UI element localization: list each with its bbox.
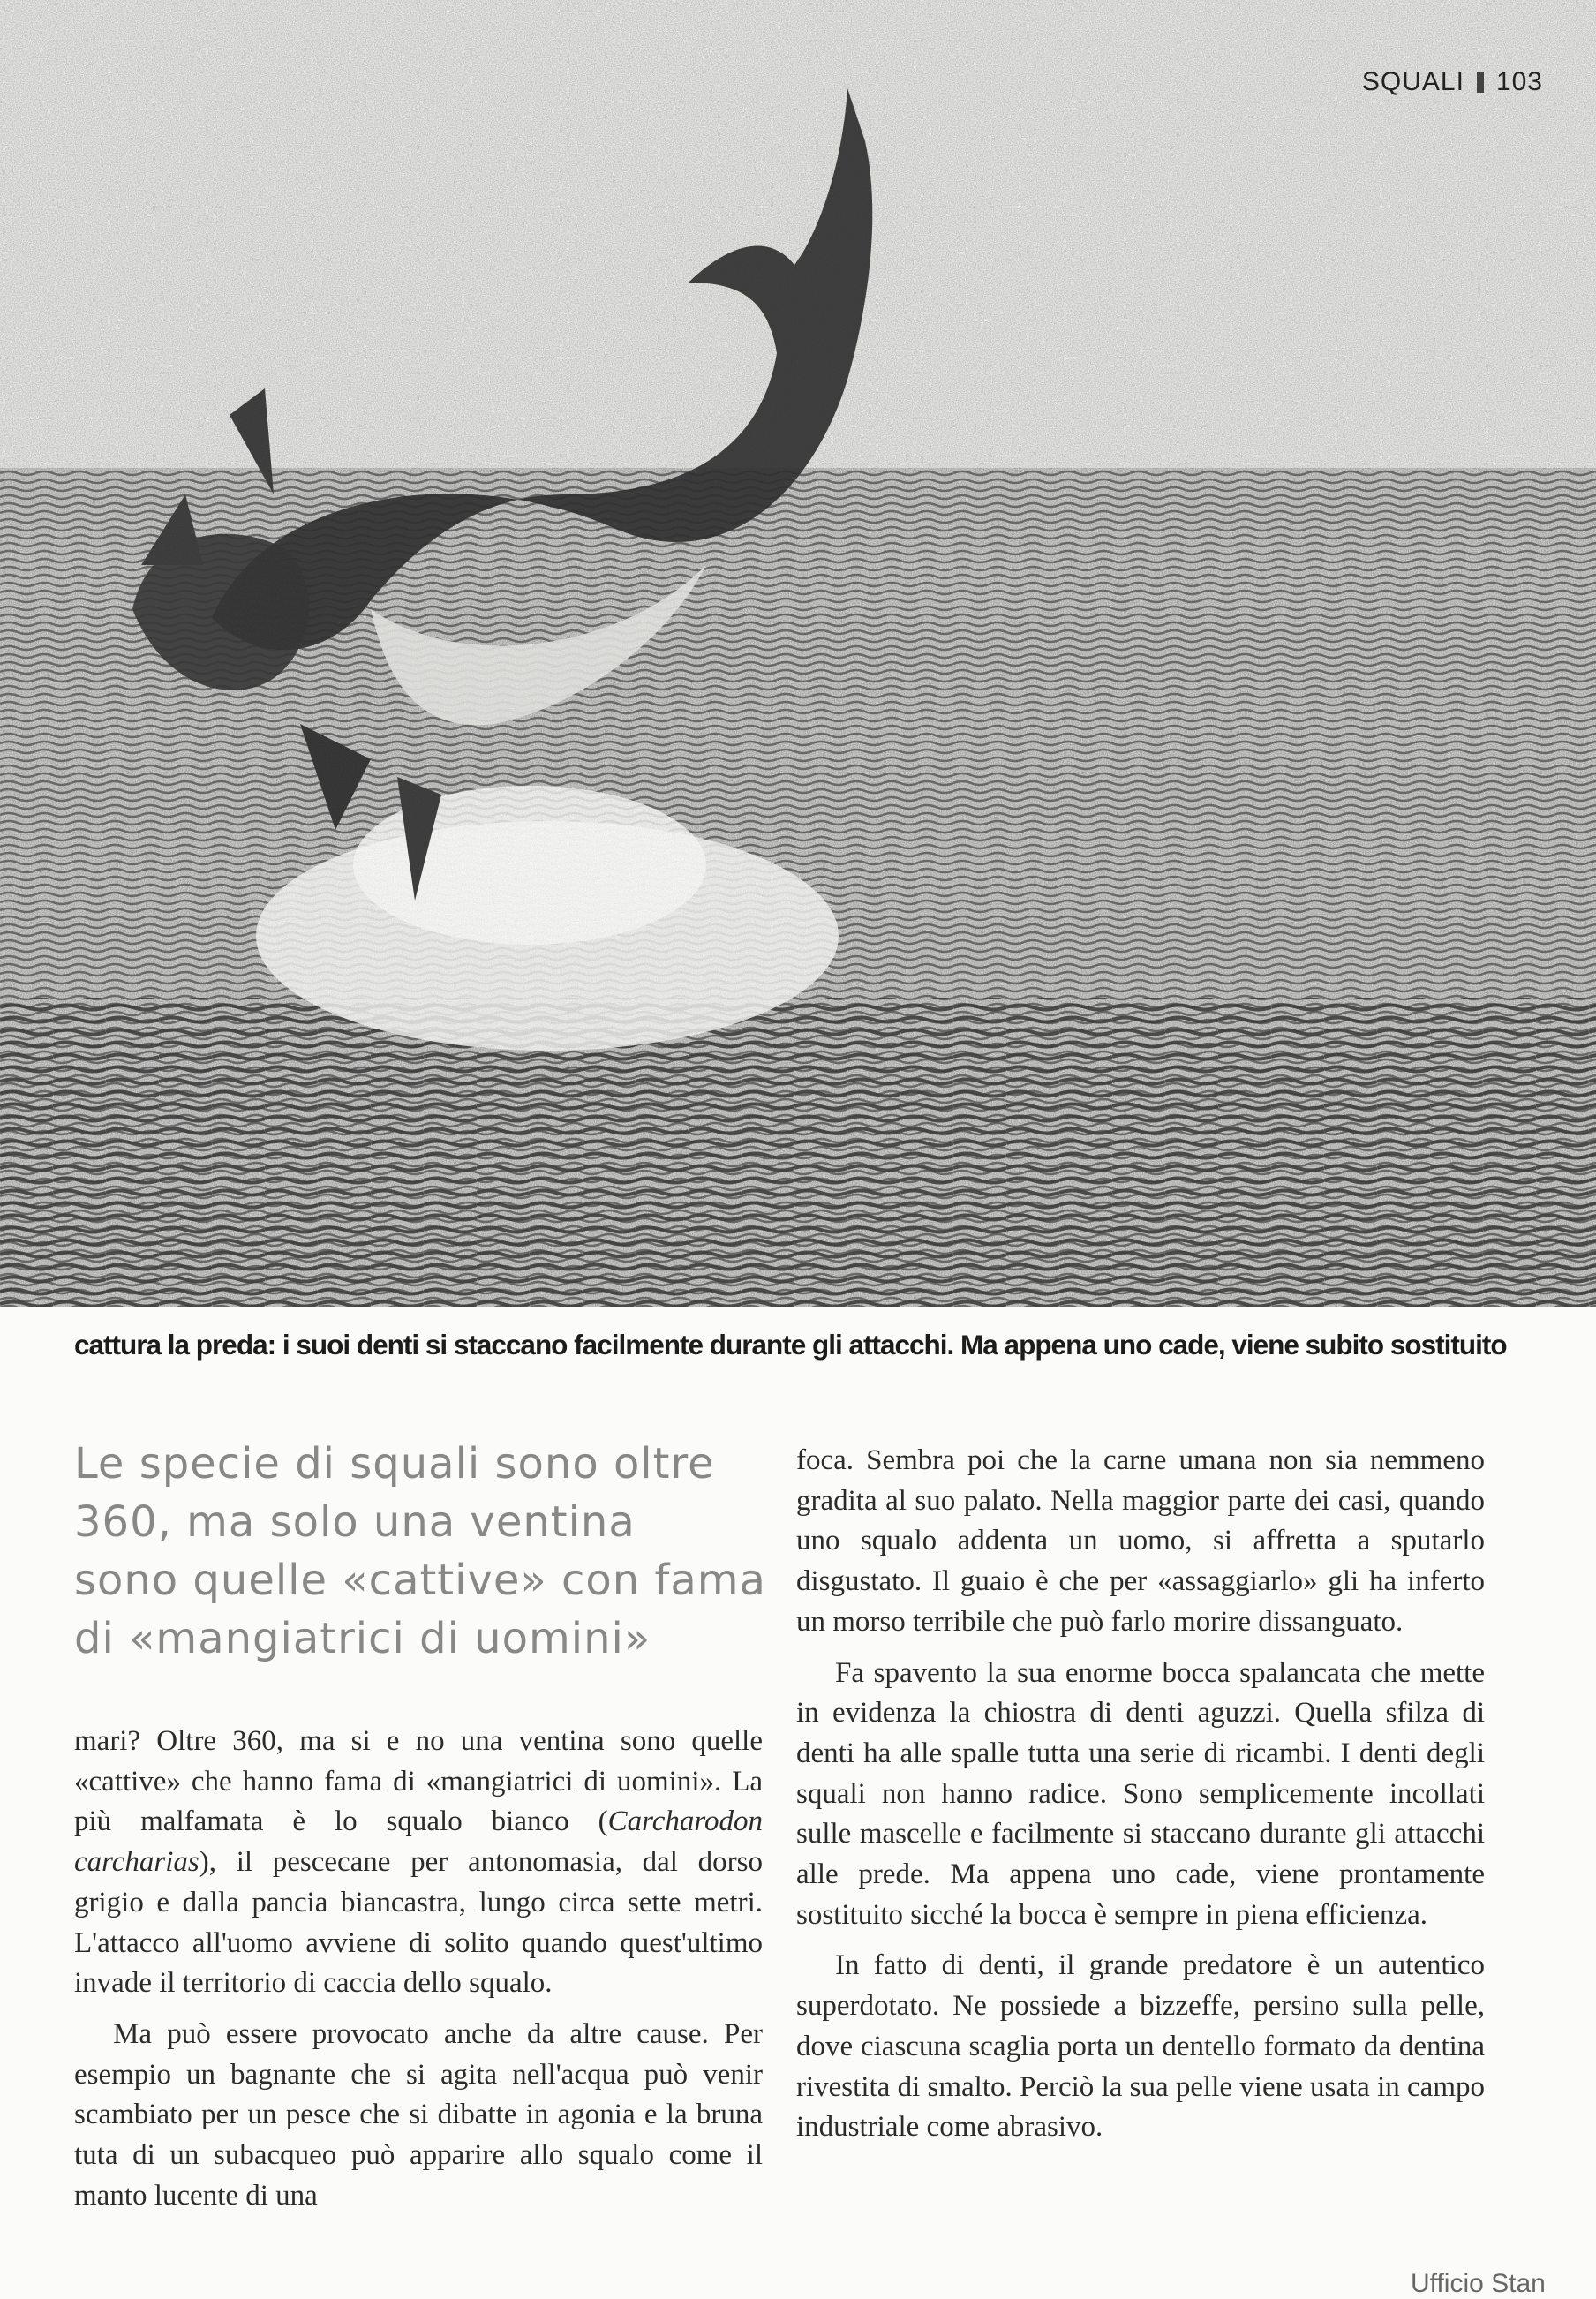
section-title: SQUALI <box>1361 67 1464 96</box>
paragraph <box>74 1722 763 2004</box>
paragraph: In fatto di denti, il grande predatore è un autentico superdotato. Ne possiede a bizzeffe, persino sulla pelle, dove ciascuna scaglia porta un dentello formato da dentina rivestita di smalto. Perciò la sua pelle viene usata in campo industriale come abrasivo. <box>796 1949 1485 2144</box>
page-number: 103 <box>1495 67 1543 96</box>
paragraph: Ma può essere provocato anche da altre cause. Per esempio un bagnante che si agita nell'acqua può venir scambiato per un pesce che si dibatte in agonia e la bruna tuta di un subacqueo può apparire allo squalo come il manto lucente di una <box>74 2017 763 2212</box>
text-run: ), il pescecane per antonomasia, dal dorso grigio e dalla pancia biancastra, lungo circa sette metri. L'attacco all'uomo avviene di solito quando quest'ultimo invade il territorio di caccia dello squalo. <box>74 1846 763 2000</box>
photo-caption: cattura la preda: i suoi denti si staccano facilmente durante gli attacchi. Ma appena uno cade, viene subito sostituito <box>74 1329 1507 1361</box>
pull-quote-line: 360, ma solo una ventina <box>74 1497 636 1547</box>
pull-quote <box>74 1435 766 1668</box>
paragraph: foca. Sembra poi che la carne umana non sia nemmeno gradita al suo palato. Nella maggior parte dei casi, quando uno squalo addenta un uomo, si affretta a sputarlo disgustato. Il guaio è che per «assaggiarlo» gli ha inferto un morso terribile che può farlo morire dissanguato. <box>796 1444 1485 1638</box>
scientific-name: Carcharodon carcharias <box>74 1805 763 1879</box>
running-header <box>1362 67 1543 97</box>
pull-quote-line: Le specie di squali sono oltre <box>74 1439 715 1489</box>
body-column-left <box>74 1722 763 2227</box>
pull-quote-line: sono quelle «cattive» con fama <box>74 1556 766 1605</box>
body-column-right <box>796 1441 1485 2159</box>
office-stamp: Ufficio Stan <box>1411 2269 1546 2298</box>
pull-quote-line: di «mangiatrici di uomini» <box>74 1614 651 1663</box>
paragraph: Fa spavento la sua enorme bocca spalancata che mette in evidenza la chiostra di denti aguzzi. Quella sfilza di denti ha alle spalle tutta una serie di ricambi. I denti degli squali non hanno radice. Sono semplicemente incollati sulle mascelle e facilmente si staccano durante gli attacchi alle prede. Ma appena uno cade, viene prontamente sostituito sicché la bocca è sempre in piena efficienza. <box>796 1656 1485 1931</box>
text-run: mari? Oltre 360, ma si e no una ventina sono quelle «cattive» che hanno fama di «mangiatrici di uomini». La più malfamata è lo squalo bianco ( <box>74 1725 763 1838</box>
header-divider <box>1477 72 1484 93</box>
